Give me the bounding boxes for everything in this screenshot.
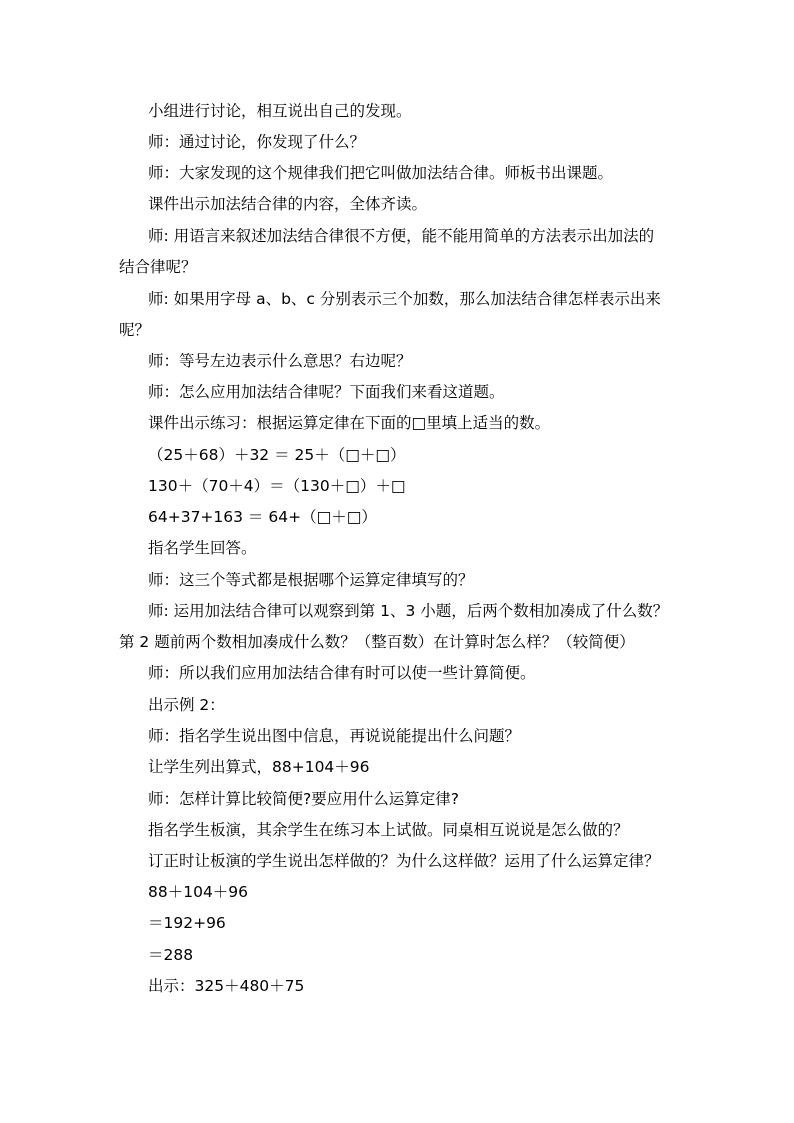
text-line-continuation: 呢？ [119,321,151,339]
text-line: 出示例 2： [148,696,225,714]
text-line: 指名学生回答。 [148,539,257,557]
text-line: 师: 用语言来叙述加法结合律很不方便，能不能用简单的方法表示出加法的 [148,227,655,245]
equation-line: 64+37+163 ＝ 64+（□＋□） [148,508,377,526]
text-line: 师: 运用加法结合律可以观察到第 1、3 小题，后两个数相加凑成了什么数？ [148,602,669,620]
text-line: 订正时让板演的学生说出怎样做的？为什么这样做？运用了什么运算定律？ [148,852,660,870]
equation-line: ＝288 [148,946,194,964]
equation-line: 130＋（70＋4）＝（130＋□）＋□ [148,477,406,495]
text-line: 课件出示练习：根据运算定律在下面的□里填上适当的数。 [148,414,551,432]
text-line: 师：通过讨论，你发现了什么？ [148,133,366,151]
text-line: 指名学生板演，其余学生在练习本上试做。同桌相互说说是怎么做的？ [148,821,629,839]
text-line: 师：怎样计算比较简便?要应用什么运算定律? [148,790,459,808]
text-line: 师：所以我们应用加法结合律有时可以使一些计算简便。 [148,664,536,682]
text-line: 师：指名学生说出图中信息，再说说能提出什么问题？ [148,727,521,745]
text-line: 让学生列出算式，88+104＋96 [148,758,370,776]
text-line-continuation: 第 2 题前两个数相加凑成什么数？（整百数）在计算时怎么样？（较简便） [119,633,635,651]
text-line: 师: 如果用字母 a、b、c 分别表示三个加数，那么加法结合律怎样表示出来 [148,290,661,308]
text-line: 小组进行讨论，相互说出自己的发现。 [148,102,412,120]
equation-line: 88＋104＋96 [148,883,249,901]
text-line: 课件出示加法结合律的内容，全体齐读。 [148,195,428,213]
text-line: 师：这三个等式都是根据哪个运算定律填写的？ [148,571,474,589]
text-line: 师：等号左边表示什么意思？右边呢？ [148,352,412,370]
text-line: 师：大家发现的这个规律我们把它叫做加法结合律。师板书出课题。 [148,164,614,182]
equation-line: （25＋68）＋32 ＝ 25＋（□＋□） [148,446,406,464]
equation-line: ＝192+96 [148,914,226,932]
text-line: 出示：325＋480＋75 [148,977,305,995]
text-line-continuation: 结合律呢？ [119,258,197,276]
text-line: 师：怎么应用加法结合律呢？下面我们来看这道题。 [148,383,505,401]
